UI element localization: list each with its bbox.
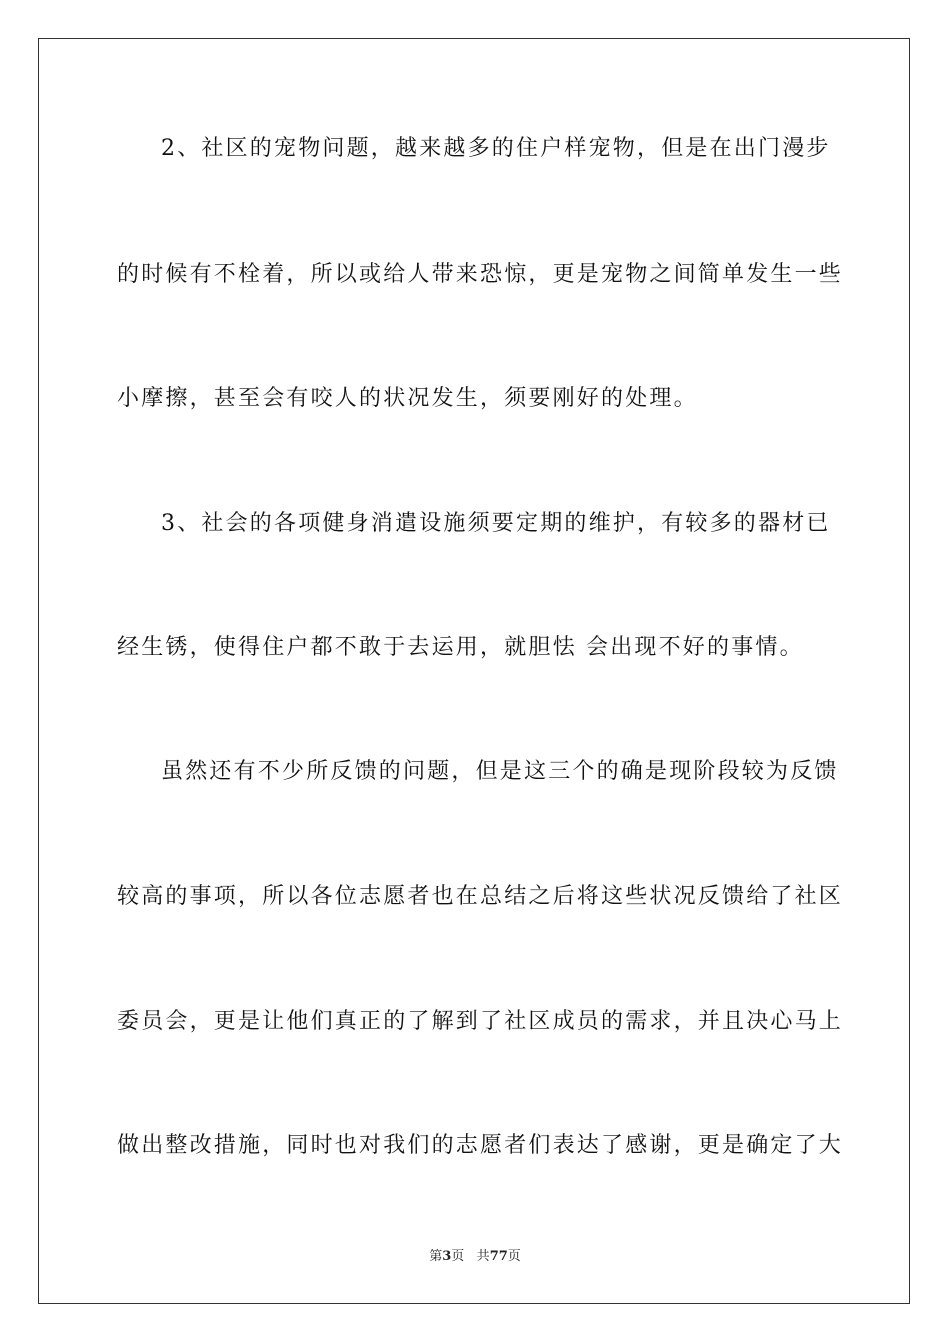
page-prefix: 第 bbox=[429, 1249, 443, 1264]
paragraph-line: 小摩擦，甚至会有咬人的状况发生，须要刚好的处理。 bbox=[117, 386, 698, 411]
paragraph-line: 2、社区的宠物问题，越来越多的住户样宠物，但是在出门漫步 bbox=[161, 136, 831, 161]
total-suffix: 页 bbox=[507, 1249, 521, 1264]
page-suffix: 页 bbox=[451, 1249, 465, 1264]
paragraph-line: 虽然还有不少所反馈的问题，但是这三个的确是现阶段较为反馈 bbox=[161, 759, 839, 784]
total-pages: 77 bbox=[489, 1249, 508, 1264]
paragraph-line: 做出整改措施，同时也对我们的志愿者们表达了感谢，更是确定了大 bbox=[117, 1133, 844, 1158]
paragraph-line: 委员会，更是让他们真正的了解到了社区成员的需求，并且决心马上 bbox=[117, 1009, 844, 1034]
paragraph-line: 较高的事项，所以各位志愿者也在总结之后将这些状况反馈给了社区 bbox=[117, 884, 844, 909]
page-number: 3 bbox=[442, 1249, 452, 1264]
paragraph-line: 经生锈，使得住户都不敢于去运用，就胆怯 会出现不好的事情。 bbox=[117, 635, 804, 660]
paragraph-line: 3、社会的各项健身消遣设施须要定期的维护，有较多的器材已 bbox=[161, 511, 831, 536]
page-border bbox=[38, 38, 910, 1304]
paragraph-line: 的时候有不栓着，所以或给人带来恐惊，更是宠物之间简单发生一些 bbox=[117, 262, 844, 287]
page-footer bbox=[0, 1245, 950, 1264]
total-prefix: 共 bbox=[476, 1249, 490, 1264]
